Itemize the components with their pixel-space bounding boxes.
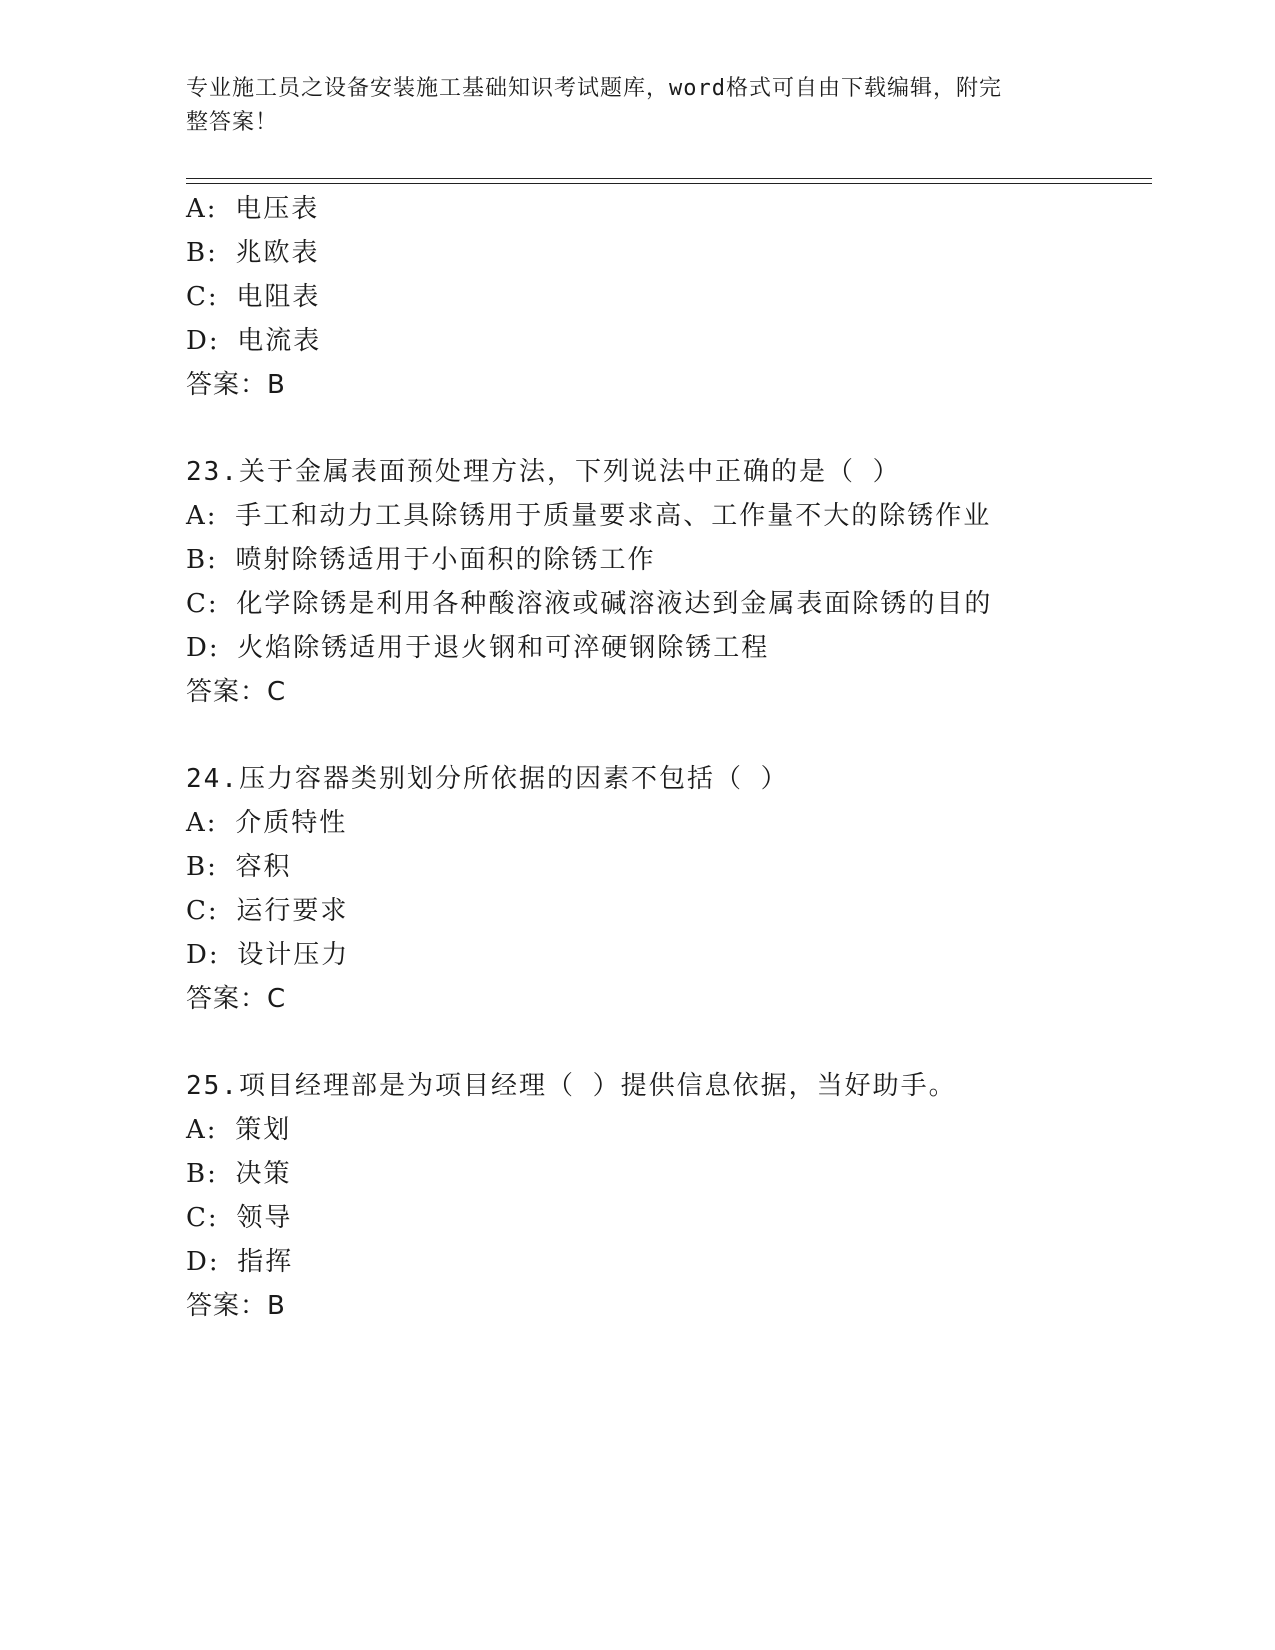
option-letter: D: bbox=[186, 326, 220, 356]
option-text: 电阻表 bbox=[236, 282, 321, 312]
option-letter: C: bbox=[186, 896, 219, 926]
q25-question: 25.项目经理部是为项目经理（ ）提供信息依据，当好助手。 bbox=[186, 1071, 957, 1101]
option-letter: C: bbox=[186, 282, 219, 312]
q23-option-a bbox=[186, 499, 991, 533]
q25-option-d bbox=[186, 1245, 293, 1279]
header-rule-bottom bbox=[186, 183, 1152, 184]
q23-option-c bbox=[186, 587, 992, 621]
option-text: 兆欧表 bbox=[235, 238, 320, 268]
option-text: 策划 bbox=[235, 1115, 292, 1145]
option-text: 领导 bbox=[236, 1203, 293, 1233]
option-text: 决策 bbox=[235, 1159, 292, 1189]
q24-answer: 答案：C bbox=[186, 984, 287, 1014]
option-text: 手工和动力工具除锈用于质量要求高、工作量不大的除锈作业 bbox=[235, 501, 992, 531]
option-letter: D: bbox=[186, 940, 220, 970]
option-letter: A: bbox=[186, 501, 218, 531]
q24-option-b bbox=[186, 850, 292, 884]
option-text: 指挥 bbox=[237, 1247, 294, 1277]
option-letter: C: bbox=[186, 589, 219, 619]
q24-option-a bbox=[186, 806, 347, 840]
header-line-1: 专业施工员之设备安装施工基础知识考试题库，word格式可自由下载编辑，附完 bbox=[186, 76, 1002, 101]
option-text: 电压表 bbox=[235, 194, 320, 224]
q23-answer: 答案：C bbox=[186, 677, 287, 707]
q23-question: 23.关于金属表面预处理方法，下列说法中正确的是（ ） bbox=[186, 457, 901, 487]
header-line-2: 整答案！ bbox=[186, 110, 279, 135]
option-text: 电流表 bbox=[237, 326, 322, 356]
q22-answer: 答案：B bbox=[186, 370, 286, 400]
option-text: 喷射除锈适用于小面积的除锈工作 bbox=[235, 545, 656, 575]
option-text: 运行要求 bbox=[236, 896, 349, 926]
option-letter: D: bbox=[186, 1247, 220, 1277]
option-letter: B: bbox=[186, 1159, 218, 1189]
option-text: 介质特性 bbox=[235, 808, 348, 838]
option-letter: B: bbox=[186, 852, 218, 882]
q24-option-d bbox=[186, 938, 349, 972]
option-letter: D: bbox=[186, 633, 220, 663]
option-text: 火焰除锈适用于退火钢和可淬硬钢除锈工程 bbox=[237, 633, 770, 663]
option-text: 化学除锈是利用各种酸溶液或碱溶液达到金属表面除锈的目的 bbox=[236, 589, 993, 619]
q25-option-b bbox=[186, 1157, 292, 1191]
q22-option-a bbox=[186, 192, 319, 226]
option-letter: A: bbox=[186, 1115, 218, 1145]
option-text: 设计压力 bbox=[237, 940, 350, 970]
q24-question: 24.压力容器类别划分所依据的因素不包括（ ） bbox=[186, 764, 789, 794]
option-letter: B: bbox=[186, 238, 218, 268]
option-letter: C: bbox=[186, 1203, 219, 1233]
q23-option-d bbox=[186, 631, 769, 665]
option-text: 容积 bbox=[235, 852, 292, 882]
q22-option-c bbox=[186, 280, 320, 314]
q22-option-b bbox=[186, 236, 320, 270]
document-header bbox=[186, 72, 1066, 140]
q25-option-c bbox=[186, 1201, 292, 1235]
q25-answer: 答案：B bbox=[186, 1291, 286, 1321]
q24-option-c bbox=[186, 894, 348, 928]
header-rule-top bbox=[186, 178, 1152, 179]
q25-option-a bbox=[186, 1113, 291, 1147]
option-letter: A: bbox=[186, 194, 218, 224]
q23-option-b bbox=[186, 543, 656, 577]
q22-option-d bbox=[186, 324, 321, 358]
option-letter: A: bbox=[186, 808, 218, 838]
option-letter: B: bbox=[186, 545, 218, 575]
